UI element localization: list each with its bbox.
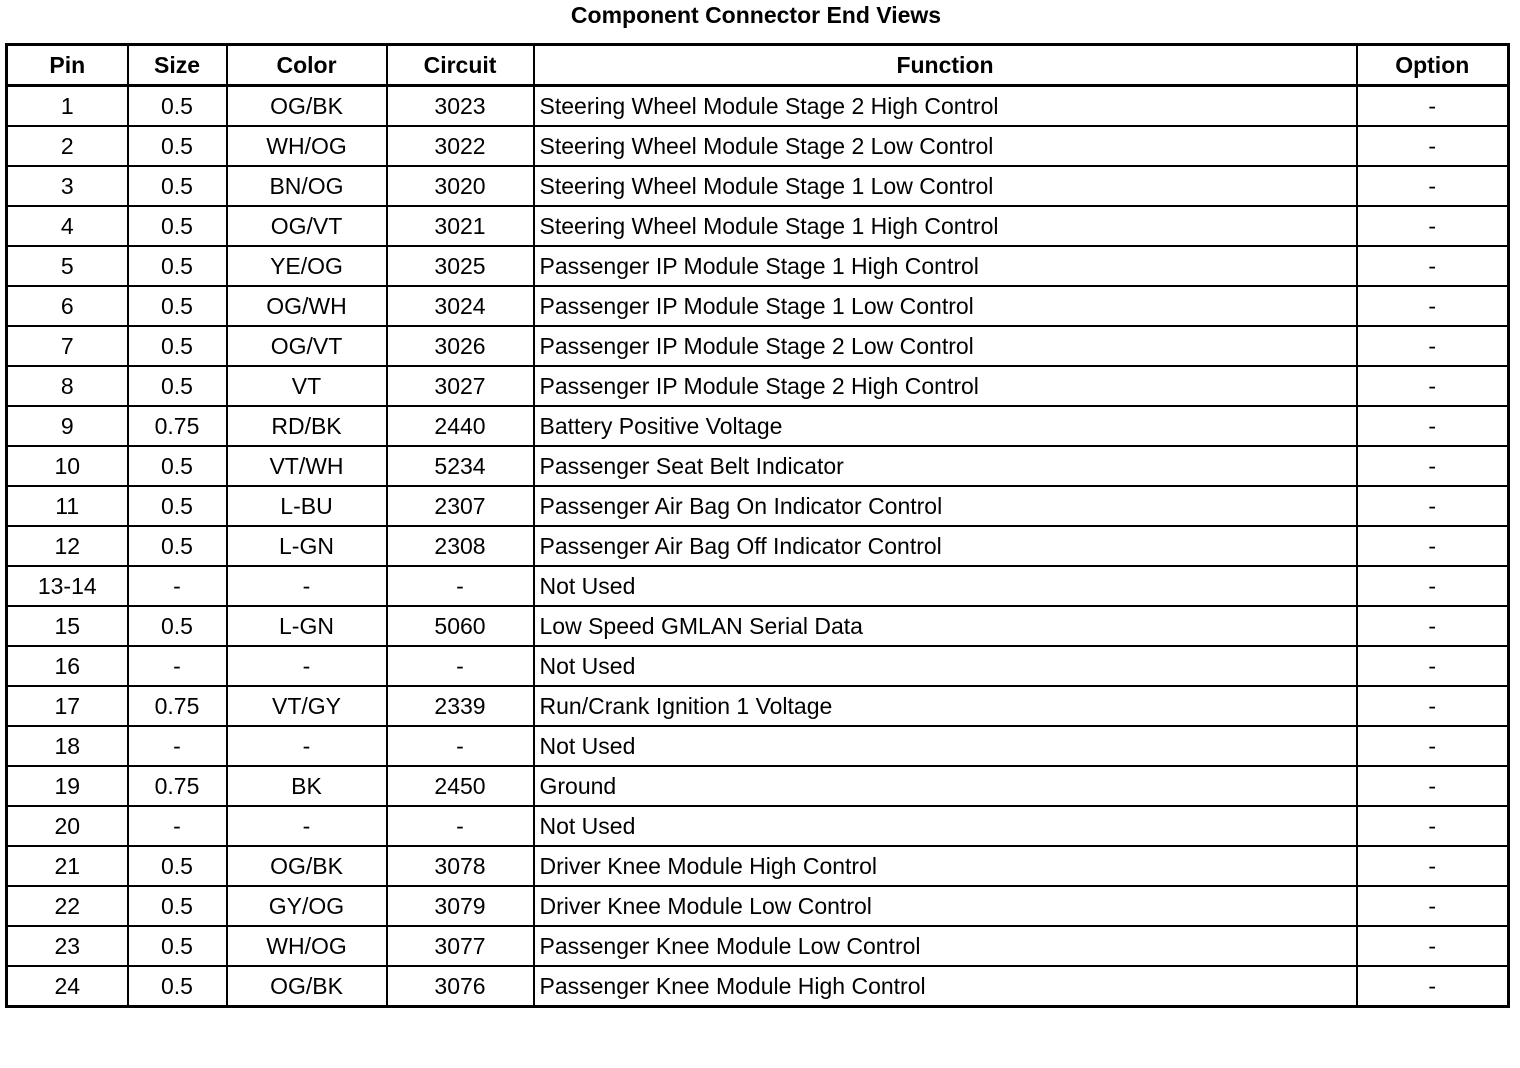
- circuit-cell: 2450: [387, 766, 534, 806]
- function-cell: Passenger Knee Module High Control: [534, 966, 1357, 1007]
- option-cell: -: [1357, 86, 1509, 127]
- function-cell: Passenger Seat Belt Indicator: [534, 446, 1357, 486]
- size-cell: 0.5: [128, 446, 227, 486]
- size-cell: 0.75: [128, 766, 227, 806]
- pin-cell: 12: [7, 526, 128, 566]
- option-cell: -: [1357, 486, 1509, 526]
- circuit-cell: 3078: [387, 846, 534, 886]
- circuit-cell: 3027: [387, 366, 534, 406]
- column-header-size: Size: [128, 45, 227, 86]
- function-cell: Passenger Air Bag Off Indicator Control: [534, 526, 1357, 566]
- size-cell: 0.5: [128, 486, 227, 526]
- table-row: [7, 686, 1509, 726]
- function-cell: Low Speed GMLAN Serial Data: [534, 606, 1357, 646]
- pin-cell: 22: [7, 886, 128, 926]
- color-cell: RD/BK: [227, 406, 387, 446]
- circuit-cell: -: [387, 646, 534, 686]
- column-header-option: Option: [1357, 45, 1509, 86]
- size-cell: 0.5: [128, 526, 227, 566]
- option-cell: -: [1357, 206, 1509, 246]
- pin-cell: 19: [7, 766, 128, 806]
- column-header-circuit: Circuit: [387, 45, 534, 86]
- color-cell: L-GN: [227, 606, 387, 646]
- size-cell: -: [128, 806, 227, 846]
- page-title: Component Connector End Views: [570, 2, 942, 28]
- color-cell: VT/GY: [227, 686, 387, 726]
- option-cell: -: [1357, 766, 1509, 806]
- option-cell: -: [1357, 846, 1509, 886]
- color-cell: OG/BK: [227, 846, 387, 886]
- table-header-row: [7, 45, 1509, 86]
- size-cell: 0.5: [128, 206, 227, 246]
- table-row: [7, 446, 1509, 486]
- color-cell: VT: [227, 366, 387, 406]
- table-row: [7, 646, 1509, 686]
- pin-cell: 4: [7, 206, 128, 246]
- circuit-cell: 2308: [387, 526, 534, 566]
- circuit-cell: -: [387, 726, 534, 766]
- pin-cell: 21: [7, 846, 128, 886]
- function-cell: Driver Knee Module High Control: [534, 846, 1357, 886]
- size-cell: 0.75: [128, 406, 227, 446]
- color-cell: WH/OG: [227, 926, 387, 966]
- pin-cell: 15: [7, 606, 128, 646]
- option-cell: -: [1357, 526, 1509, 566]
- circuit-cell: 3025: [387, 246, 534, 286]
- size-cell: 0.5: [128, 86, 227, 127]
- circuit-cell: 5060: [387, 606, 534, 646]
- size-cell: 0.5: [128, 246, 227, 286]
- table-row: [7, 806, 1509, 846]
- circuit-cell: 2339: [387, 686, 534, 726]
- color-cell: OG/VT: [227, 206, 387, 246]
- option-cell: -: [1357, 406, 1509, 446]
- color-cell: -: [227, 566, 387, 606]
- size-cell: 0.5: [128, 886, 227, 926]
- option-cell: -: [1357, 126, 1509, 166]
- option-cell: -: [1357, 966, 1509, 1007]
- connector-pin-table: [5, 43, 1510, 1008]
- circuit-cell: -: [387, 566, 534, 606]
- function-cell: Passenger IP Module Stage 2 High Control: [534, 366, 1357, 406]
- option-cell: -: [1357, 886, 1509, 926]
- color-cell: OG/VT: [227, 326, 387, 366]
- color-cell: WH/OG: [227, 126, 387, 166]
- circuit-cell: 3023: [387, 86, 534, 127]
- table-row: [7, 526, 1509, 566]
- color-cell: YE/OG: [227, 246, 387, 286]
- pin-cell: 9: [7, 406, 128, 446]
- table-row: [7, 366, 1509, 406]
- function-cell: Steering Wheel Module Stage 1 High Control: [534, 206, 1357, 246]
- table-row: [7, 166, 1509, 206]
- column-header-function: Function: [534, 45, 1357, 86]
- pin-cell: 3: [7, 166, 128, 206]
- color-cell: OG/BK: [227, 966, 387, 1007]
- column-header-pin: Pin: [7, 45, 128, 86]
- function-cell: Steering Wheel Module Stage 2 Low Control: [534, 126, 1357, 166]
- color-cell: -: [227, 646, 387, 686]
- function-cell: Driver Knee Module Low Control: [534, 886, 1357, 926]
- size-cell: 0.75: [128, 686, 227, 726]
- table-row: [7, 606, 1509, 646]
- pin-cell: 7: [7, 326, 128, 366]
- circuit-cell: 3077: [387, 926, 534, 966]
- circuit-cell: 3024: [387, 286, 534, 326]
- table-row: [7, 726, 1509, 766]
- size-cell: 0.5: [128, 286, 227, 326]
- circuit-cell: -: [387, 806, 534, 846]
- circuit-cell: 3026: [387, 326, 534, 366]
- table-row: [7, 486, 1509, 526]
- circuit-cell: 3022: [387, 126, 534, 166]
- size-cell: 0.5: [128, 166, 227, 206]
- function-cell: Steering Wheel Module Stage 2 High Control: [534, 86, 1357, 127]
- option-cell: -: [1357, 646, 1509, 686]
- pin-cell: 5: [7, 246, 128, 286]
- color-cell: BN/OG: [227, 166, 387, 206]
- option-cell: -: [1357, 246, 1509, 286]
- size-cell: 0.5: [128, 366, 227, 406]
- size-cell: 0.5: [128, 126, 227, 166]
- circuit-cell: 3079: [387, 886, 534, 926]
- table-row: [7, 966, 1509, 1007]
- color-cell: L-GN: [227, 526, 387, 566]
- function-cell: Not Used: [534, 806, 1357, 846]
- option-cell: -: [1357, 686, 1509, 726]
- column-header-color: Color: [227, 45, 387, 86]
- option-cell: -: [1357, 566, 1509, 606]
- table-row: [7, 766, 1509, 806]
- pin-cell: 6: [7, 286, 128, 326]
- size-cell: 0.5: [128, 846, 227, 886]
- option-cell: -: [1357, 366, 1509, 406]
- size-cell: -: [128, 646, 227, 686]
- circuit-cell: 3020: [387, 166, 534, 206]
- size-cell: -: [128, 726, 227, 766]
- pin-cell: 2: [7, 126, 128, 166]
- table-row: [7, 286, 1509, 326]
- color-cell: VT/WH: [227, 446, 387, 486]
- table-row: [7, 566, 1509, 606]
- table-row: [7, 846, 1509, 886]
- color-cell: GY/OG: [227, 886, 387, 926]
- color-cell: OG/BK: [227, 86, 387, 127]
- pin-cell: 1: [7, 86, 128, 127]
- table-row: [7, 326, 1509, 366]
- table-body: [7, 86, 1509, 1007]
- pin-cell: 20: [7, 806, 128, 846]
- function-cell: Not Used: [534, 646, 1357, 686]
- table-row: [7, 246, 1509, 286]
- table-row: [7, 886, 1509, 926]
- pin-cell: 18: [7, 726, 128, 766]
- function-cell: Ground: [534, 766, 1357, 806]
- circuit-cell: 2440: [387, 406, 534, 446]
- pin-cell: 16: [7, 646, 128, 686]
- pin-cell: 23: [7, 926, 128, 966]
- pin-cell: 17: [7, 686, 128, 726]
- function-cell: Passenger IP Module Stage 2 Low Control: [534, 326, 1357, 366]
- color-cell: -: [227, 806, 387, 846]
- pin-cell: 8: [7, 366, 128, 406]
- circuit-cell: 5234: [387, 446, 534, 486]
- table-row: [7, 206, 1509, 246]
- circuit-cell: 2307: [387, 486, 534, 526]
- function-cell: Run/Crank Ignition 1 Voltage: [534, 686, 1357, 726]
- color-cell: -: [227, 726, 387, 766]
- pin-cell: 24: [7, 966, 128, 1007]
- option-cell: -: [1357, 806, 1509, 846]
- color-cell: L-BU: [227, 486, 387, 526]
- pin-cell: 11: [7, 486, 128, 526]
- pin-cell: 13-14: [7, 566, 128, 606]
- function-cell: Passenger IP Module Stage 1 Low Control: [534, 286, 1357, 326]
- table-row: [7, 86, 1509, 127]
- function-cell: Steering Wheel Module Stage 1 Low Control: [534, 166, 1357, 206]
- option-cell: -: [1357, 726, 1509, 766]
- function-cell: Not Used: [534, 566, 1357, 606]
- table-row: [7, 406, 1509, 446]
- pin-cell: 10: [7, 446, 128, 486]
- function-cell: Passenger Knee Module Low Control: [534, 926, 1357, 966]
- circuit-cell: 3021: [387, 206, 534, 246]
- option-cell: -: [1357, 606, 1509, 646]
- option-cell: -: [1357, 166, 1509, 206]
- function-cell: Passenger Air Bag On Indicator Control: [534, 486, 1357, 526]
- option-cell: -: [1357, 446, 1509, 486]
- option-cell: -: [1357, 926, 1509, 966]
- function-cell: Passenger IP Module Stage 1 High Control: [534, 246, 1357, 286]
- size-cell: -: [128, 566, 227, 606]
- size-cell: 0.5: [128, 606, 227, 646]
- table-row: [7, 126, 1509, 166]
- circuit-cell: 3076: [387, 966, 534, 1007]
- size-cell: 0.5: [128, 926, 227, 966]
- option-cell: -: [1357, 326, 1509, 366]
- size-cell: 0.5: [128, 326, 227, 366]
- color-cell: OG/WH: [227, 286, 387, 326]
- option-cell: -: [1357, 286, 1509, 326]
- color-cell: BK: [227, 766, 387, 806]
- function-cell: Not Used: [534, 726, 1357, 766]
- table-row: [7, 926, 1509, 966]
- function-cell: Battery Positive Voltage: [534, 406, 1357, 446]
- size-cell: 0.5: [128, 966, 227, 1007]
